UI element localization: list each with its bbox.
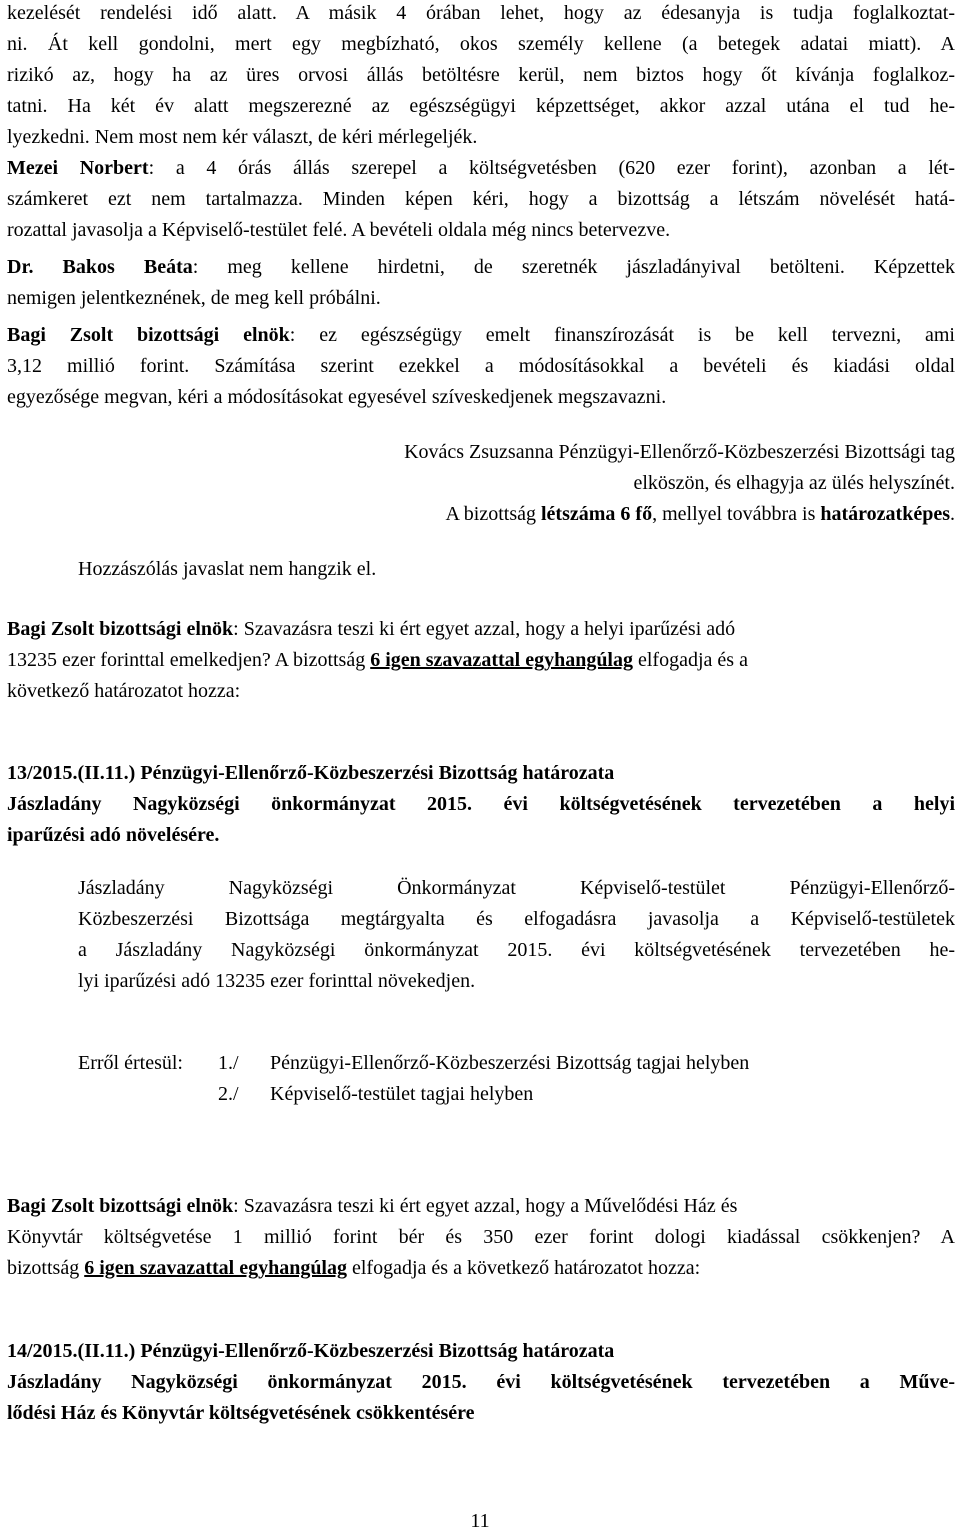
text-line: Kovács Zsuzsanna Pénzügyi-Ellenőrző-Közbeszerzési Bizottsági tag [404,441,955,463]
resolution-subject: Jászladány Nagyközségi önkormányzat 2015. évi költségvetésének tervezetében a Műve- [7,1371,955,1393]
text-line: a Jászladány Nagyközségi önkormányzat 2015. évi költségvetésének tervezetében he- [78,939,955,961]
paragraph-bagi [7,320,955,413]
resolution-14-heading [7,1336,955,1429]
resolution-title: 14/2015.(II.11.) Pénzügyi-Ellenőrző-Közbeszerzési Bizottság határozata [7,1340,615,1362]
resolution-subject: iparűzési adó növelésére. [7,824,220,846]
list-number: 1./ [218,1052,239,1074]
vote-paragraph-1 [7,614,955,707]
notification-list [78,1048,955,1110]
text-span: 13235 ezer forinttal emelkedjen? A bizottság [7,649,371,671]
text-line: egyezősége megvan, kéri a módosításokat egyesével szíveskedjenek megszavazni. [7,386,667,408]
text-line: elköszön, és elhagyja az ülés helyszínét. [633,472,955,494]
text-line: rizikó az, hogy ha az üres orvosi állás betöltésre kerül, nem biztos hogy őt kívánja foglalkoz- [7,64,955,86]
speaker-name: Dr. Bakos Beáta [7,256,193,278]
text-line: kezelését rendelési idő alatt. A másik 4 órában lehet, hogy az édesanyja is tudja foglalkoztat- [7,2,955,24]
text-span: : a 4 órás állás szerepel a költségvetésben (620 ezer forint), azonban a lét- [148,157,955,179]
list-number: 2./ [218,1083,239,1105]
vote-paragraph-2 [7,1191,955,1284]
paragraph-intro [7,0,955,153]
text-span: elfogadja és a [633,649,748,671]
speaker-name: Bagi Zsolt bizottsági elnök [7,1195,234,1217]
speaker-name: Bagi Zsolt bizottsági elnök [7,324,290,346]
text-span: : meg kellene hirdetni, de szeretnék jászladányival betölteni. Képzettek [192,256,955,278]
notify-label: Erről értesül: [78,1052,183,1074]
resolution-13-heading [7,758,955,851]
text-span: : Szavazásra teszi ki ért egyet azzal, hogy a Művelődési Ház és [233,1195,738,1217]
paragraph-mezei [7,153,955,246]
vote-result: 6 igen szavazattal egyhangúlag [84,1257,347,1279]
text-line: következő határozatot hozza: [7,680,241,702]
text-span: , mellyel továbbra is [652,503,821,525]
text-line: számkeret ezt nem tartalmazza. Minden képen kéri, hogy a bizottság a létszám növelését hatá- [7,188,955,210]
text-span: : Szavazásra teszi ki ért egyet azzal, hogy a helyi iparűzési adó [233,618,736,640]
list-item: Képviselő-testület tagjai helyben [270,1083,534,1105]
no-comment-note [78,554,878,585]
vote-result: 6 igen szavazattal egyhangúlag [370,649,633,671]
text-line: Közbeszerzési Bizottsága megtárgyalta és elfogadásra javasolja a Képviselő-testületek [78,908,955,930]
text-line: ni. Át kell gondolni, mert egy megbízható, okos személy kellene (a betegek adatai miatt). A [7,33,955,55]
resolution-title: 13/2015.(II.11.) Pénzügyi-Ellenőrző-Közbeszerzési Bizottság határozata [7,762,615,784]
text-line: 3,12 millió forint. Számítása szerint ezekkel a módosításokkal a bevételi és kiadási oldal [7,355,955,377]
text-span: : ez egészségügy emelt finanszírozását is be kell tervezni, ami [289,324,955,346]
headcount-text: létszáma 6 fő [541,503,653,525]
text-line: tatni. Ha két év alatt megszerezné az egészségügyi képzettséget, akkor azzal utána el tud he- [7,95,955,117]
resolution-subject: lődési Ház és Könyvtár költségvetésének csökkentésére [7,1402,475,1424]
text-span: A bizottság [445,503,541,525]
text-line: rozattal javasolja a Képviselő-testület felé. A bevételi oldala még nincs betervezve. [7,219,671,241]
page-number: 11 [470,1510,490,1532]
speaker-name: Mezei Norbert [7,157,149,179]
quorum-text: határozatképes [820,503,950,525]
text-line: Hozzászólás javaslat nem hangzik el. [78,558,377,580]
text-span: . [950,503,955,525]
text-line: Jászladány Nagyközségi Önkormányzat Képviselő-testület Pénzügyi-Ellenőrző- [78,877,955,899]
text-span: bizottság [7,1257,85,1279]
text-line: lyi iparűzési adó 13235 ezer forinttal növekedjen. [78,970,476,992]
departure-notice [7,437,955,530]
text-line: Könyvtár költségvetése 1 millió forint bér és 350 ezer forint dologi kiadással csökkenjen? A [7,1226,955,1248]
text-line: lyezkedni. Nem most nem kér választ, de kéri mérlegeljék. [7,126,478,148]
text-span: elfogadja és a következő határozatot hozza: [347,1257,701,1279]
resolution-13-body [78,873,955,997]
speaker-name: Bagi Zsolt bizottsági elnök [7,618,234,640]
list-item: Pénzügyi-Ellenőrző-Közbeszerzési Bizottság tagjai helyben [270,1052,750,1074]
text-line: nemigen jelentkeznének, de meg kell próbálni. [7,287,381,309]
resolution-subject: Jászladány Nagyközségi önkormányzat 2015. évi költségvetésének tervezetében a helyi [7,793,955,815]
paragraph-bakos [7,252,955,314]
